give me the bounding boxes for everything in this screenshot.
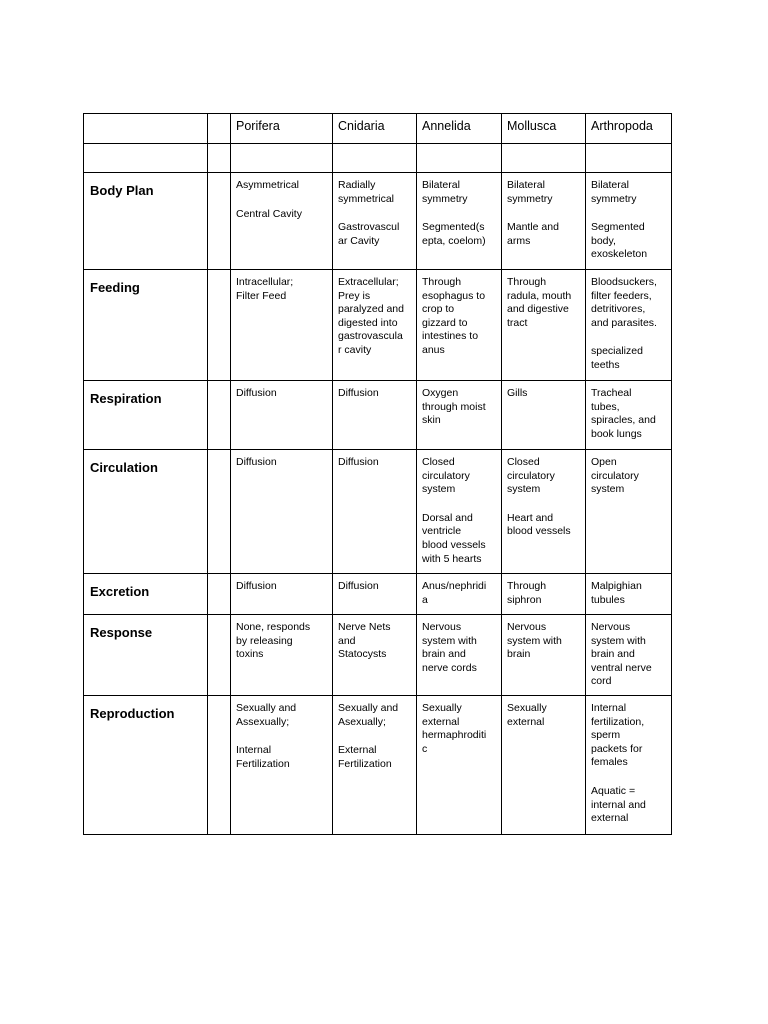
spacer-cell — [208, 173, 231, 270]
cell-text: Aquatic = internal and external — [591, 784, 646, 825]
data-cell — [417, 615, 502, 696]
cell-text: Radially symmetrical — [338, 179, 395, 205]
cell-text: Closed circulatory system — [422, 456, 470, 496]
cell-text: Gills — [507, 387, 528, 399]
data-cell — [333, 615, 417, 696]
cell-text: Diffusion — [236, 456, 277, 468]
row-label-cell — [84, 270, 208, 381]
cell-text: Nerve Nets and Statocysts — [338, 621, 391, 661]
spacer-cell — [208, 381, 231, 450]
cell-text: Segmented(s epta, coelom) — [422, 221, 486, 247]
cell-text: Heart and blood vessels — [507, 511, 571, 538]
row-label-cell — [84, 173, 208, 270]
cell-text: External Fertilization — [338, 744, 392, 770]
data-cell — [417, 173, 502, 270]
cell-text: Nervous system with brain — [507, 621, 562, 661]
data-cell — [586, 270, 672, 381]
table-row — [84, 270, 672, 381]
data-cell — [417, 574, 502, 615]
row-label: Circulation — [90, 460, 158, 475]
table-row — [84, 173, 672, 270]
data-cell — [502, 574, 586, 615]
cell-text: Closed circulatory system — [507, 456, 555, 496]
cell-text: Central Cavity — [236, 207, 302, 220]
cell-text: Dorsal and ventricle blood vessels with 5 hearts — [422, 511, 486, 565]
comparison-table — [83, 113, 672, 835]
spacer-cell — [208, 450, 231, 574]
spacer-cell — [208, 615, 231, 696]
row-label: Excretion — [90, 584, 150, 599]
data-cell — [502, 450, 586, 574]
cell-text: Oxygen through moist skin — [422, 387, 486, 427]
cell-text: Diffusion — [338, 456, 379, 468]
spacer-cell — [208, 574, 231, 615]
data-cell — [502, 173, 586, 270]
data-cell — [586, 381, 672, 450]
cell-text: specialized teeths — [591, 345, 643, 371]
cell-text: Anus/nephridi a — [422, 580, 487, 606]
row-label: Reproduction — [90, 706, 175, 721]
data-cell — [417, 696, 502, 835]
data-cell — [502, 381, 586, 450]
cell-text: Mantle and arms — [507, 221, 559, 247]
data-cell — [231, 173, 333, 270]
cell-text: Nervous system with brain and ventral nerve cord — [591, 621, 652, 688]
row-label-cell — [84, 696, 208, 835]
data-cell — [502, 615, 586, 696]
cell-text: Diffusion — [338, 387, 379, 399]
blank-cell — [208, 144, 231, 173]
blank-row — [84, 144, 672, 173]
data-cell — [333, 270, 417, 381]
table-row — [84, 450, 672, 574]
cell-text: Segmented body, exoskeleton — [591, 221, 648, 261]
spacer-cell — [208, 696, 231, 835]
cell-text: Asymmetrical — [236, 179, 300, 191]
row-label: Response — [90, 625, 153, 640]
cell-text: Internal Fertilization — [236, 744, 290, 770]
row-label-cell — [84, 381, 208, 450]
data-cell — [231, 450, 333, 574]
header-row — [84, 114, 672, 144]
data-cell — [231, 615, 333, 696]
data-cell — [231, 574, 333, 615]
data-cell — [417, 270, 502, 381]
blank-cell — [586, 144, 672, 173]
spacer-cell — [208, 270, 231, 381]
cell-text: Through siphron — [507, 580, 547, 606]
cell-text: Diffusion — [236, 387, 277, 399]
cell-text: Nervous system with brain and nerve cords — [422, 621, 477, 674]
data-cell — [586, 173, 672, 270]
row-label-cell — [84, 574, 208, 615]
column-header: Mollusca — [502, 114, 586, 144]
data-cell — [586, 696, 672, 835]
data-cell — [502, 270, 586, 381]
data-cell — [333, 696, 417, 835]
cell-text: Bilateral symmetry — [422, 179, 468, 205]
blank-cell — [417, 144, 502, 173]
column-header: Annelida — [417, 114, 502, 144]
cell-text: Open circulatory system — [591, 456, 639, 496]
data-cell — [231, 270, 333, 381]
cell-text: Through esophagus to crop to gizzard to intestines to anus — [422, 276, 486, 356]
blank-cell — [502, 144, 586, 173]
blank-cell — [333, 144, 417, 173]
blank-cell — [231, 144, 333, 173]
column-header: Cnidaria — [333, 114, 417, 144]
table-row — [84, 381, 672, 450]
table-row — [84, 696, 672, 835]
data-cell — [502, 696, 586, 835]
cell-text: Internal fertilization, sperm packets for females — [591, 702, 645, 769]
cell-text: Intracellular; Filter Feed — [236, 276, 294, 302]
data-cell — [586, 574, 672, 615]
cell-text: Sexually and Assexually; — [236, 702, 297, 728]
corner-cell — [84, 114, 208, 144]
cell-text: Bilateral symmetry — [591, 179, 637, 205]
cell-text: Sexually external — [507, 702, 547, 728]
data-cell — [586, 615, 672, 696]
blank-cell — [84, 144, 208, 173]
cell-text: Diffusion — [338, 580, 379, 592]
row-label: Feeding — [90, 280, 140, 295]
row-label-cell — [84, 450, 208, 574]
data-cell — [231, 696, 333, 835]
spacer-cell — [208, 114, 231, 144]
data-cell — [586, 450, 672, 574]
row-label: Respiration — [90, 391, 162, 406]
cell-text: Diffusion — [236, 580, 277, 592]
cell-text: None, responds by releasing toxins — [236, 621, 311, 661]
data-cell — [417, 381, 502, 450]
cell-text: Extracellular; Prey is paralyzed and digested into gastrovascula r cavity — [338, 276, 404, 356]
cell-text: Malpighian tubules — [591, 580, 642, 606]
row-label: Body Plan — [90, 183, 154, 198]
cell-text: Tracheal tubes, spiracles, and book lungs — [591, 387, 656, 440]
table-row — [84, 615, 672, 696]
data-cell — [333, 381, 417, 450]
column-header: Porifera — [231, 114, 333, 144]
data-cell — [333, 450, 417, 574]
data-cell — [231, 381, 333, 450]
data-cell — [417, 450, 502, 574]
cell-text: Bloodsuckers, filter feeders, detritivores, and parasites. — [591, 276, 657, 329]
cell-text: Bilateral symmetry — [507, 179, 553, 205]
data-cell — [333, 574, 417, 615]
column-header: Arthropoda — [586, 114, 672, 144]
row-label-cell — [84, 615, 208, 696]
table-row — [84, 574, 672, 615]
data-cell — [333, 173, 417, 270]
cell-text: Sexually and Asexually; — [338, 702, 399, 728]
cell-text: Through radula, mouth and digestive tract — [507, 276, 572, 329]
cell-text: Sexually external hermaphroditi c — [422, 702, 487, 755]
cell-text: Gastrovascul ar Cavity — [338, 221, 400, 247]
